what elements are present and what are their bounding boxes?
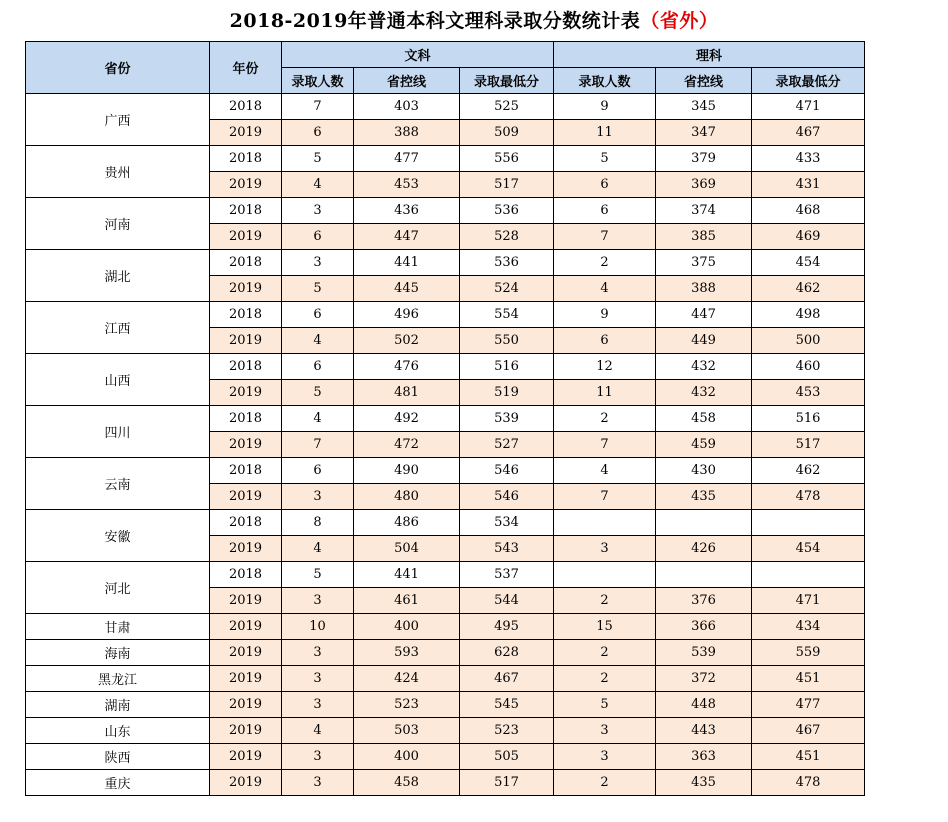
like-min-score-cell: 433 (752, 146, 865, 172)
like-control-line-cell: 385 (656, 224, 752, 250)
like-min-score-cell: 471 (752, 94, 865, 120)
province-cell: 湖南 (26, 692, 210, 718)
like-min-score-cell: 471 (752, 588, 865, 614)
year-cell: 2019 (210, 484, 282, 510)
year-cell: 2018 (210, 562, 282, 588)
like-count-cell: 7 (554, 432, 656, 458)
year-cell: 2019 (210, 666, 282, 692)
province-cell: 四川 (26, 406, 210, 458)
wenke-min-score-cell: 554 (460, 302, 554, 328)
province-cell: 安徽 (26, 510, 210, 562)
like-control-line-cell: 372 (656, 666, 752, 692)
year-cell: 2018 (210, 458, 282, 484)
like-control-line-cell: 458 (656, 406, 752, 432)
like-count-cell: 6 (554, 198, 656, 224)
table-row (26, 562, 865, 588)
header-like-control-line: 省控线 (656, 68, 752, 94)
year-cell: 2019 (210, 432, 282, 458)
province-cell: 陕西 (26, 744, 210, 770)
year-cell: 2018 (210, 146, 282, 172)
like-control-line-cell: 448 (656, 692, 752, 718)
like-control-line-cell: 449 (656, 328, 752, 354)
admission-score-table (25, 41, 865, 796)
wenke-min-score-cell: 628 (460, 640, 554, 666)
like-control-line-cell: 539 (656, 640, 752, 666)
like-count-cell: 3 (554, 744, 656, 770)
like-count-cell: 5 (554, 146, 656, 172)
wenke-control-line-cell: 492 (354, 406, 460, 432)
wenke-control-line-cell: 504 (354, 536, 460, 562)
header-wenke-min-score: 录取最低分 (460, 68, 554, 94)
province-cell: 河南 (26, 198, 210, 250)
wenke-control-line-cell: 496 (354, 302, 460, 328)
like-control-line-cell (656, 510, 752, 536)
header-like-min-score: 录取最低分 (752, 68, 865, 94)
wenke-control-line-cell: 403 (354, 94, 460, 120)
wenke-control-line-cell: 447 (354, 224, 460, 250)
wenke-count-cell: 7 (282, 432, 354, 458)
wenke-control-line-cell: 593 (354, 640, 460, 666)
like-control-line-cell: 347 (656, 120, 752, 146)
wenke-control-line-cell: 481 (354, 380, 460, 406)
wenke-min-score-cell: 467 (460, 666, 554, 692)
wenke-min-score-cell: 534 (460, 510, 554, 536)
wenke-min-score-cell: 527 (460, 432, 554, 458)
year-cell: 2018 (210, 510, 282, 536)
wenke-count-cell: 3 (282, 770, 354, 796)
like-count-cell: 4 (554, 276, 656, 302)
wenke-control-line-cell: 476 (354, 354, 460, 380)
like-control-line-cell: 375 (656, 250, 752, 276)
table-row (26, 770, 865, 796)
wenke-count-cell: 6 (282, 458, 354, 484)
province-cell: 山东 (26, 718, 210, 744)
like-min-score-cell: 453 (752, 380, 865, 406)
wenke-control-line-cell: 424 (354, 666, 460, 692)
like-min-score-cell: 477 (752, 692, 865, 718)
wenke-min-score-cell: 517 (460, 172, 554, 198)
like-control-line-cell: 432 (656, 380, 752, 406)
year-cell: 2019 (210, 224, 282, 250)
wenke-min-score-cell: 546 (460, 484, 554, 510)
like-min-score-cell: 434 (752, 614, 865, 640)
wenke-count-cell: 4 (282, 718, 354, 744)
like-control-line-cell: 430 (656, 458, 752, 484)
province-cell: 江西 (26, 302, 210, 354)
like-count-cell: 2 (554, 666, 656, 692)
page-title (0, 6, 948, 33)
wenke-control-line-cell: 472 (354, 432, 460, 458)
year-cell: 2019 (210, 172, 282, 198)
like-count-cell (554, 562, 656, 588)
year-cell: 2019 (210, 692, 282, 718)
like-control-line-cell: 379 (656, 146, 752, 172)
title-suffix: （省外） (640, 10, 719, 32)
wenke-control-line-cell: 486 (354, 510, 460, 536)
wenke-count-cell: 6 (282, 120, 354, 146)
like-control-line-cell: 388 (656, 276, 752, 302)
table-row (26, 94, 865, 120)
table-row (26, 406, 865, 432)
like-count-cell: 3 (554, 536, 656, 562)
year-cell: 2019 (210, 536, 282, 562)
wenke-min-score-cell: 537 (460, 562, 554, 588)
like-min-score-cell: 460 (752, 354, 865, 380)
wenke-count-cell: 4 (282, 406, 354, 432)
wenke-control-line-cell: 441 (354, 250, 460, 276)
like-control-line-cell: 447 (656, 302, 752, 328)
like-count-cell (554, 510, 656, 536)
wenke-min-score-cell: 539 (460, 406, 554, 432)
year-cell: 2019 (210, 614, 282, 640)
like-count-cell: 11 (554, 120, 656, 146)
table-row (26, 640, 865, 666)
like-count-cell: 6 (554, 172, 656, 198)
header-year: 年份 (210, 42, 282, 94)
wenke-min-score-cell: 516 (460, 354, 554, 380)
wenke-count-cell: 5 (282, 146, 354, 172)
wenke-control-line-cell: 400 (354, 744, 460, 770)
like-min-score-cell: 451 (752, 666, 865, 692)
like-control-line-cell: 432 (656, 354, 752, 380)
wenke-control-line-cell: 388 (354, 120, 460, 146)
wenke-min-score-cell: 536 (460, 250, 554, 276)
wenke-control-line-cell: 436 (354, 198, 460, 224)
like-min-score-cell: 478 (752, 484, 865, 510)
wenke-control-line-cell: 480 (354, 484, 460, 510)
wenke-control-line-cell: 461 (354, 588, 460, 614)
wenke-count-cell: 6 (282, 302, 354, 328)
like-min-score-cell: 451 (752, 744, 865, 770)
year-cell: 2019 (210, 380, 282, 406)
table-row (26, 458, 865, 484)
wenke-count-cell: 3 (282, 744, 354, 770)
province-cell: 云南 (26, 458, 210, 510)
like-control-line-cell: 426 (656, 536, 752, 562)
like-count-cell: 9 (554, 302, 656, 328)
like-control-line-cell: 374 (656, 198, 752, 224)
like-count-cell: 7 (554, 224, 656, 250)
wenke-count-cell: 3 (282, 484, 354, 510)
wenke-control-line-cell: 445 (354, 276, 460, 302)
like-min-score-cell: 468 (752, 198, 865, 224)
year-cell: 2019 (210, 640, 282, 666)
wenke-count-cell: 3 (282, 666, 354, 692)
header-wenke-control-line: 省控线 (354, 68, 460, 94)
wenke-count-cell: 3 (282, 250, 354, 276)
wenke-count-cell: 3 (282, 640, 354, 666)
like-min-score-cell: 467 (752, 120, 865, 146)
wenke-min-score-cell: 517 (460, 770, 554, 796)
province-cell: 重庆 (26, 770, 210, 796)
wenke-control-line-cell: 477 (354, 146, 460, 172)
like-count-cell: 4 (554, 458, 656, 484)
wenke-min-score-cell: 519 (460, 380, 554, 406)
province-cell: 湖北 (26, 250, 210, 302)
wenke-control-line-cell: 453 (354, 172, 460, 198)
table-row (26, 146, 865, 172)
wenke-min-score-cell: 524 (460, 276, 554, 302)
title-main: 2018-2019年普通本科文理科录取分数统计表 (229, 10, 641, 32)
wenke-min-score-cell: 505 (460, 744, 554, 770)
like-count-cell: 2 (554, 406, 656, 432)
wenke-min-score-cell: 525 (460, 94, 554, 120)
table-row (26, 198, 865, 224)
province-cell: 贵州 (26, 146, 210, 198)
province-cell: 海南 (26, 640, 210, 666)
header-wenke: 文科 (282, 42, 554, 68)
header-wenke-count: 录取人数 (282, 68, 354, 94)
wenke-min-score-cell: 550 (460, 328, 554, 354)
wenke-count-cell: 4 (282, 328, 354, 354)
year-cell: 2018 (210, 94, 282, 120)
year-cell: 2019 (210, 744, 282, 770)
like-count-cell: 3 (554, 718, 656, 744)
year-cell: 2018 (210, 406, 282, 432)
province-cell: 甘肃 (26, 614, 210, 640)
like-min-score-cell: 462 (752, 276, 865, 302)
wenke-min-score-cell: 528 (460, 224, 554, 250)
like-control-line-cell: 376 (656, 588, 752, 614)
wenke-count-cell: 5 (282, 276, 354, 302)
province-cell: 山西 (26, 354, 210, 406)
wenke-min-score-cell: 545 (460, 692, 554, 718)
like-min-score-cell: 469 (752, 224, 865, 250)
like-count-cell: 2 (554, 250, 656, 276)
table-row (26, 692, 865, 718)
table-row (26, 302, 865, 328)
like-min-score-cell: 462 (752, 458, 865, 484)
like-count-cell: 5 (554, 692, 656, 718)
wenke-min-score-cell: 523 (460, 718, 554, 744)
year-cell: 2019 (210, 328, 282, 354)
wenke-min-score-cell: 536 (460, 198, 554, 224)
province-cell: 黑龙江 (26, 666, 210, 692)
wenke-count-cell: 5 (282, 562, 354, 588)
year-cell: 2018 (210, 354, 282, 380)
province-cell: 河北 (26, 562, 210, 614)
like-count-cell: 12 (554, 354, 656, 380)
wenke-count-cell: 3 (282, 198, 354, 224)
wenke-control-line-cell: 503 (354, 718, 460, 744)
year-cell: 2018 (210, 250, 282, 276)
wenke-count-cell: 3 (282, 588, 354, 614)
wenke-min-score-cell: 544 (460, 588, 554, 614)
wenke-control-line-cell: 441 (354, 562, 460, 588)
wenke-min-score-cell: 495 (460, 614, 554, 640)
wenke-control-line-cell: 400 (354, 614, 460, 640)
like-min-score-cell: 498 (752, 302, 865, 328)
like-count-cell: 6 (554, 328, 656, 354)
like-control-line-cell: 443 (656, 718, 752, 744)
wenke-count-cell: 8 (282, 510, 354, 536)
table-row (26, 744, 865, 770)
wenke-count-cell: 3 (282, 692, 354, 718)
like-count-cell: 2 (554, 588, 656, 614)
like-min-score-cell: 516 (752, 406, 865, 432)
table-row (26, 614, 865, 640)
header-like: 理科 (554, 42, 865, 68)
year-cell: 2019 (210, 718, 282, 744)
like-control-line-cell: 435 (656, 484, 752, 510)
table-row (26, 250, 865, 276)
wenke-min-score-cell: 543 (460, 536, 554, 562)
wenke-min-score-cell: 556 (460, 146, 554, 172)
like-min-score-cell: 454 (752, 250, 865, 276)
wenke-control-line-cell: 502 (354, 328, 460, 354)
table-row (26, 510, 865, 536)
like-control-line-cell: 435 (656, 770, 752, 796)
like-min-score-cell: 478 (752, 770, 865, 796)
like-control-line-cell: 366 (656, 614, 752, 640)
like-count-cell: 2 (554, 770, 656, 796)
like-control-line-cell (656, 562, 752, 588)
like-count-cell: 2 (554, 640, 656, 666)
like-min-score-cell: 559 (752, 640, 865, 666)
like-min-score-cell: 500 (752, 328, 865, 354)
like-min-score-cell: 467 (752, 718, 865, 744)
wenke-count-cell: 10 (282, 614, 354, 640)
wenke-count-cell: 6 (282, 354, 354, 380)
year-cell: 2018 (210, 198, 282, 224)
table-row (26, 718, 865, 744)
wenke-count-cell: 4 (282, 536, 354, 562)
year-cell: 2019 (210, 588, 282, 614)
wenke-count-cell: 7 (282, 94, 354, 120)
like-count-cell: 15 (554, 614, 656, 640)
wenke-control-line-cell: 523 (354, 692, 460, 718)
table-body (26, 94, 865, 796)
wenke-count-cell: 4 (282, 172, 354, 198)
wenke-control-line-cell: 490 (354, 458, 460, 484)
wenke-count-cell: 5 (282, 380, 354, 406)
like-min-score-cell (752, 562, 865, 588)
like-control-line-cell: 345 (656, 94, 752, 120)
wenke-count-cell: 6 (282, 224, 354, 250)
like-min-score-cell: 454 (752, 536, 865, 562)
like-count-cell: 11 (554, 380, 656, 406)
province-cell: 广西 (26, 94, 210, 146)
year-cell: 2019 (210, 770, 282, 796)
like-min-score-cell: 431 (752, 172, 865, 198)
wenke-control-line-cell: 458 (354, 770, 460, 796)
like-count-cell: 9 (554, 94, 656, 120)
like-count-cell: 7 (554, 484, 656, 510)
wenke-min-score-cell: 509 (460, 120, 554, 146)
like-control-line-cell: 369 (656, 172, 752, 198)
like-min-score-cell (752, 510, 865, 536)
year-cell: 2018 (210, 302, 282, 328)
year-cell: 2019 (210, 120, 282, 146)
table-row (26, 354, 865, 380)
wenke-min-score-cell: 546 (460, 458, 554, 484)
year-cell: 2019 (210, 276, 282, 302)
like-control-line-cell: 459 (656, 432, 752, 458)
header-province: 省份 (26, 42, 210, 94)
header-like-count: 录取人数 (554, 68, 656, 94)
like-min-score-cell: 517 (752, 432, 865, 458)
like-control-line-cell: 363 (656, 744, 752, 770)
table-row (26, 666, 865, 692)
